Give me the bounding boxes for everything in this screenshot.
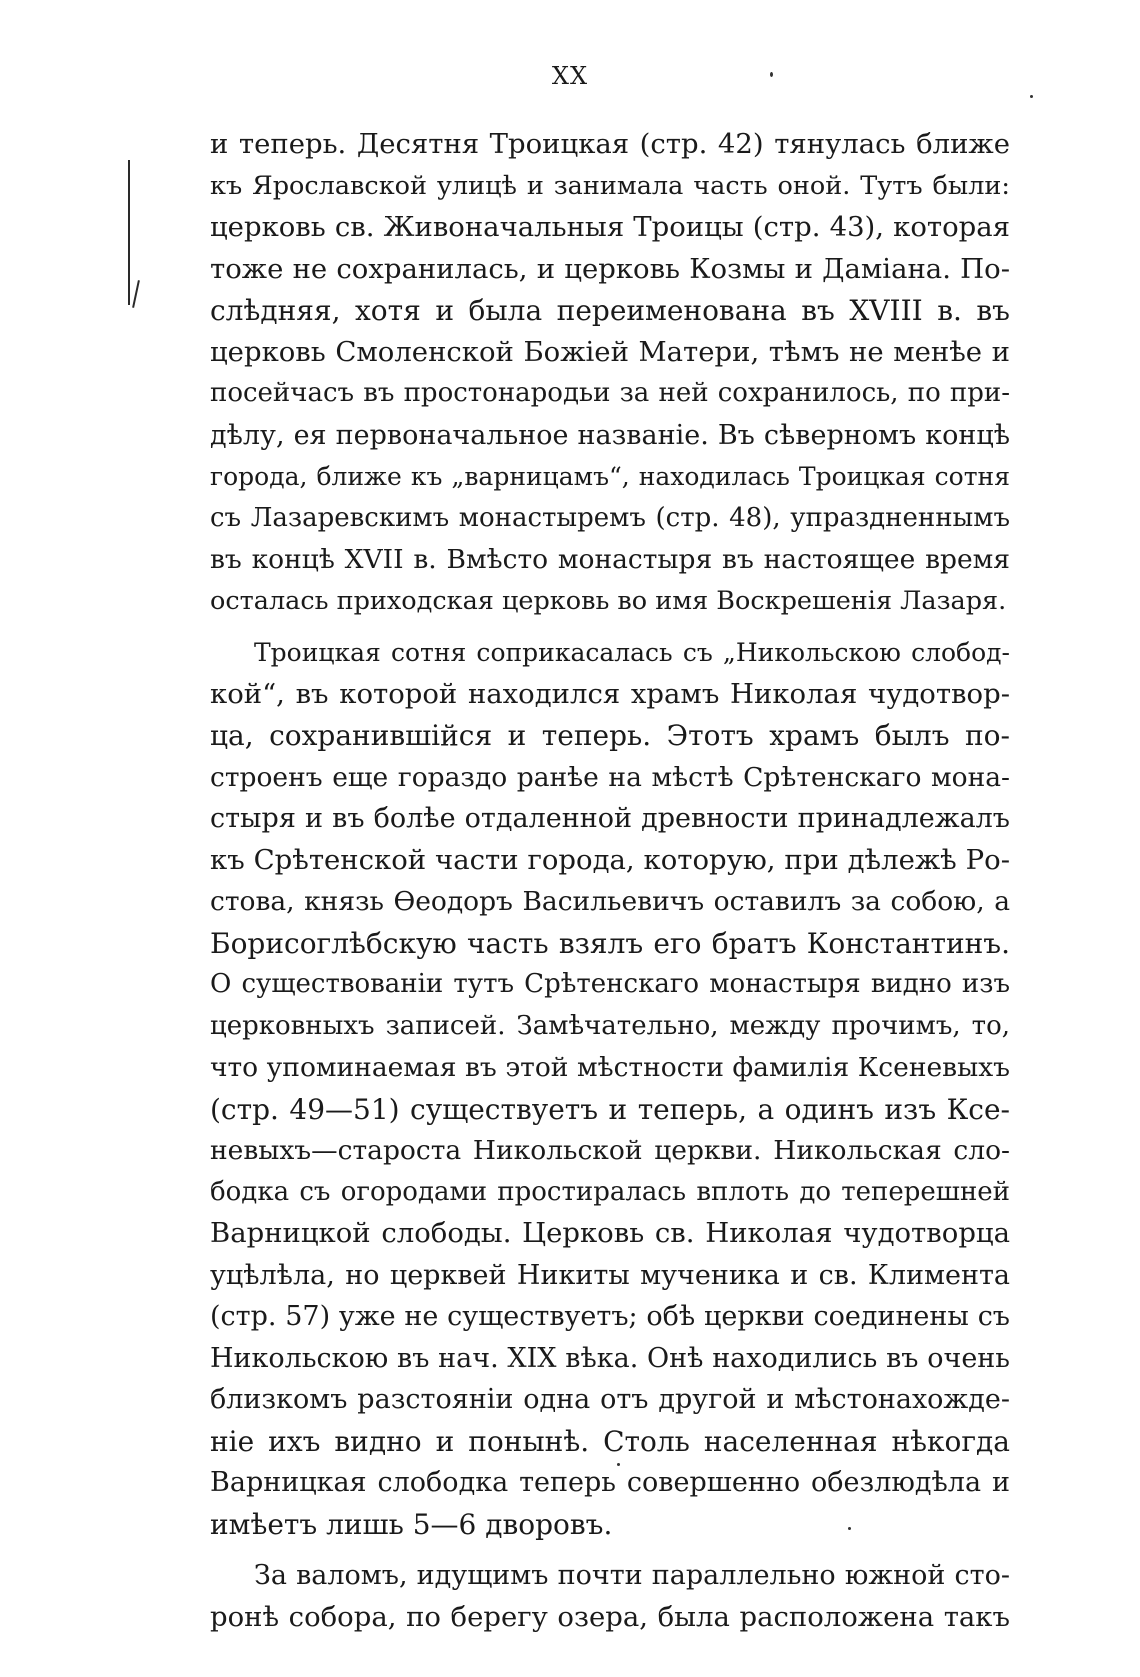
- margin-pencil-mark-tail: [132, 280, 140, 308]
- text-line: въ концѣ XVII в. Вмѣсто монастыря въ настоящее время: [210, 544, 1010, 575]
- text-line: съ Лазаревскимъ монастыремъ (стр. 48), упраздненнымъ: [210, 502, 1010, 533]
- text-line: тоже не сохранилась, и церковь Козмы и Даміана. По-: [210, 252, 1010, 285]
- text-line: къ Срѣтенской части города, которую, при дѣлежѣ Ро-: [210, 843, 1010, 876]
- text-line: посейчасъ въ простонародьи за ней сохранилось, по при-: [210, 378, 1010, 408]
- text-line: (стр. 49—51) существуетъ и теперь, а одинъ изъ Ксе-: [210, 1092, 1010, 1126]
- text-line: О существованіи тутъ Срѣтенскаго монастыря видно изъ: [210, 969, 1010, 999]
- text-line: близкомъ разстояніи одна отъ другой и мѣстонахожде-: [210, 1384, 1010, 1415]
- text-line: бодка съ огородами простиралась вплоть до теперешней: [210, 1176, 1010, 1207]
- margin-pencil-mark: [128, 160, 130, 305]
- text-line: (стр. 57) уже не существуетъ; обѣ церкви соединены съ: [210, 1301, 1010, 1332]
- text-line: ніе ихъ видно и понынѣ. Столь населенная нѣкогда: [210, 1424, 1010, 1458]
- text-line: города, ближе къ „варницамъ“, находилась Троицкая сотня: [210, 462, 1010, 491]
- text-line: Борисоглѣбскую часть взялъ его братъ Константинъ.: [210, 926, 1010, 960]
- text-line: церковь Смоленской Божіей Матери, тѣмъ не менѣе и: [210, 335, 1010, 368]
- page-number: XX: [551, 62, 589, 90]
- text-line: уцѣлѣла, но церквей Никиты мученика и св. Климента: [210, 1259, 1010, 1291]
- text-line: невыхъ—староста Никольской церкви. Никольская сло-: [210, 1135, 1010, 1166]
- print-speck: [770, 72, 773, 77]
- paragraph-3: [210, 1555, 1010, 1638]
- text-line: ронѣ собора, по берегу озера, была расположена такъ: [210, 1600, 1010, 1633]
- text-line: Варницкой слободы. Церковь св. Николая чудотворца: [210, 1217, 1010, 1249]
- text-line: имѣетъ лишь 5—6 дворовъ.: [210, 1507, 613, 1541]
- print-speck: [1030, 95, 1033, 98]
- text-line: Никольскою въ нач. XIX вѣка. Онѣ находились въ очень: [210, 1342, 1010, 1374]
- text-line: стова, князь Ѳеодоръ Васильевичъ оставилъ за собою, а: [210, 886, 1010, 917]
- text-line: кой“, въ которой находился храмъ Николая чудотвор-: [210, 677, 1010, 710]
- paragraph-1: [210, 124, 1010, 622]
- text-line: слѣдняя, хотя и была переименована въ XVIII в. въ: [210, 294, 1010, 327]
- text-line: дѣлу, ея первоначальное названіе. Въ сѣверномъ концѣ: [210, 419, 1010, 451]
- text-line: церковь св. Живоначальныя Троицы (стр. 43), которая: [210, 211, 1010, 243]
- text-line: что упоминаемая въ этой мѣстности фамилія Ксеневыхъ: [210, 1052, 1010, 1083]
- text-line: Варницкая слободка теперь совершенно обезлюдѣла и: [210, 1467, 1010, 1498]
- paragraph-2: [210, 632, 1010, 1545]
- page-body: [210, 124, 1010, 1638]
- text-line: и теперь. Десятня Троицкая (стр. 42) тянулась ближе: [210, 128, 1010, 160]
- text-line: Троицкая сотня соприкасалась съ „Никольскою слобод-: [254, 638, 1010, 667]
- text-line: ца, сохранившійся и теперь. Этотъ храмъ былъ по-: [210, 719, 1010, 752]
- text-line: къ Ярославской улицѣ и занимала часть оной. Тутъ были:: [210, 170, 1010, 201]
- text-line: За валомъ, идущимъ почти параллельно южной сто-: [254, 1560, 1010, 1591]
- text-line: осталась приходская церковь во имя Воскрешенія Лазаря.: [210, 585, 1007, 616]
- text-line: стыря и въ болѣе отдаленной древности принадлежалъ: [210, 803, 1010, 834]
- text-line: церковныхъ записей. Замѣчательно, между прочимъ, то,: [210, 1010, 1010, 1041]
- text-line: строенъ еще гораздо ранѣе на мѣстѣ Срѣтенскаго мона-: [210, 761, 1010, 793]
